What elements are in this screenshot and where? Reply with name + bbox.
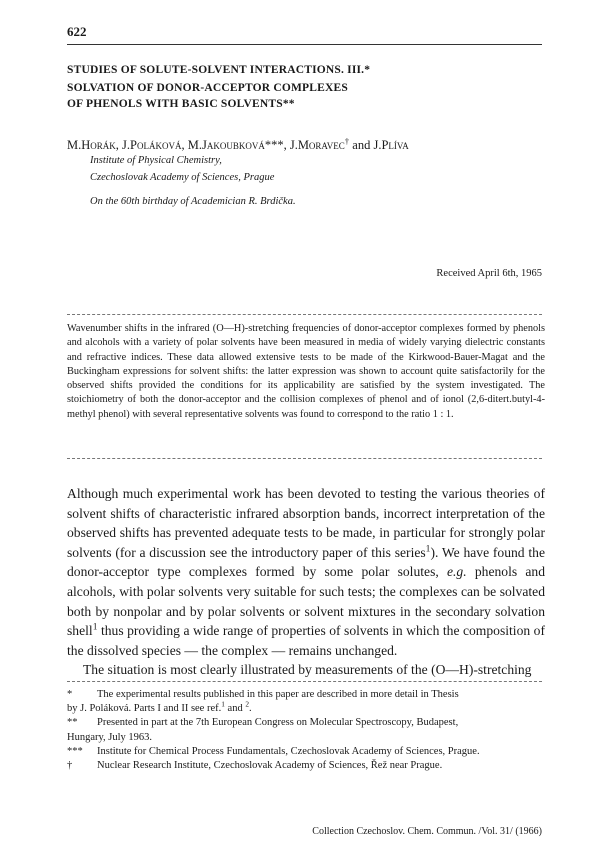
body-paragraph-1: Although much experimental work has been devoted to testing the various theories of solvent shifts of characteristic infrared absorption bands, incorrect interpretation of the observed shifts has prevented adequate tests to be made, in particular for strongly polar solvents (for a discussion see the introductory paper of this series$^1$). We have found the donor-acceptor type complexes formed by some polar solutes, e.g. phenols and alcohols, with polar solvents very suitable for such tests; the complexes can be solvated both by nonpolar and by polar solvents or solvent mixtures in the secondary solvation shell$^1$ thus providing a wide range of properties of solvents in which the composition of the dissolved species — the complex — remains unchanged.: [67, 486, 545, 658]
body-paragraph-2: The situation is most clearly illustrated by measurements of the (O—H)-stretching: [83, 662, 532, 677]
dedication: On the 60th birthday of Academician R. Brdička.: [90, 196, 296, 207]
author-horak: M.Horák,: [67, 138, 119, 152]
ref-1b: 1: [92, 622, 98, 633]
title-line-1: STUDIES OF SOLUTE-SOLVENT INTERACTIONS. III.*: [67, 64, 371, 76]
abstract-bottom-rule: [67, 458, 542, 459]
abstract-top-rule: [67, 314, 542, 315]
ref-1: 1: [425, 544, 431, 555]
received-date: Received April 6th, 1965: [436, 268, 542, 279]
author-jakoubkova: M.Jakoubková***,: [187, 138, 287, 152]
title-line-2: SOLVATION OF DONOR-ACCEPTOR COMPLEXES: [67, 82, 348, 94]
author-and: and: [352, 138, 371, 152]
footnote-2: ** Presented in part at the 7th European Congress on Molecular Spectroscopy, Budapest,: [67, 717, 459, 729]
affiliation-line-2: Czechoslovak Academy of Sciences, Prague: [90, 172, 275, 183]
header-rule: [67, 44, 542, 45]
footnotes: [67, 688, 545, 773]
abstract: Wavenumber shifts in the infrared (O—H)-stretching frequencies of donor-acceptor complexes formed by phenols and alcohols with a variety of polar solvents have been measured in media of widely varying dielectric constants and refractive indices. These data allowed extensive tests to be made of the Kirkwood-Bauer-Magat and the Buckingham expressions for solvent shifts: the latter expression was shown to account quite satisfactorily for the observed shifts provided the conditions for its applicability are satisfied by the system investigated. The stoichiometry of both the donor-acceptor and the collision complexes of phenol and of ionol (2,6-ditert.butyl-4-methyl phenol) with several representative solvents was found to correspond to the ratio 1 : 1.: [67, 323, 545, 420]
footnote-rule: [67, 681, 542, 682]
journal-footer: Collection Czechoslov. Chem. Commun. /Vol. 31/ (1966): [312, 826, 542, 837]
author-polakova: J.Poláková,: [122, 138, 185, 152]
footnote-4: † Nuclear Research Institute, Czechoslovak Academy of Sciences, Řež near Prague.: [67, 760, 443, 772]
page-number: 622: [67, 24, 87, 39]
footnote-2-cont: Hungary, July 1963.: [67, 731, 153, 743]
title-line-3: OF PHENOLS WITH BASIC SOLVENTS**: [67, 98, 295, 110]
footnote-3: *** Institute for Chemical Process Fundamentals, Czechoslovak Academy of Sciences, Prague.: [67, 745, 480, 757]
affiliation-line-1: Institute of Physical Chemistry,: [90, 155, 222, 166]
eg-abbrev: e.g.: [446, 564, 467, 580]
author-list: [67, 135, 409, 153]
author-pliva: J.Plíva: [373, 138, 409, 152]
author-moravec: J.Moravec: [289, 138, 345, 152]
footnote-1-cont: by J. Poláková. Parts I and II see ref.$^1$ and $^2$.: [67, 699, 252, 715]
author-moravec-mark: †: [344, 135, 350, 146]
footnote-1: * The experimental results published in this paper are described in more detail in Thesis: [67, 689, 459, 700]
